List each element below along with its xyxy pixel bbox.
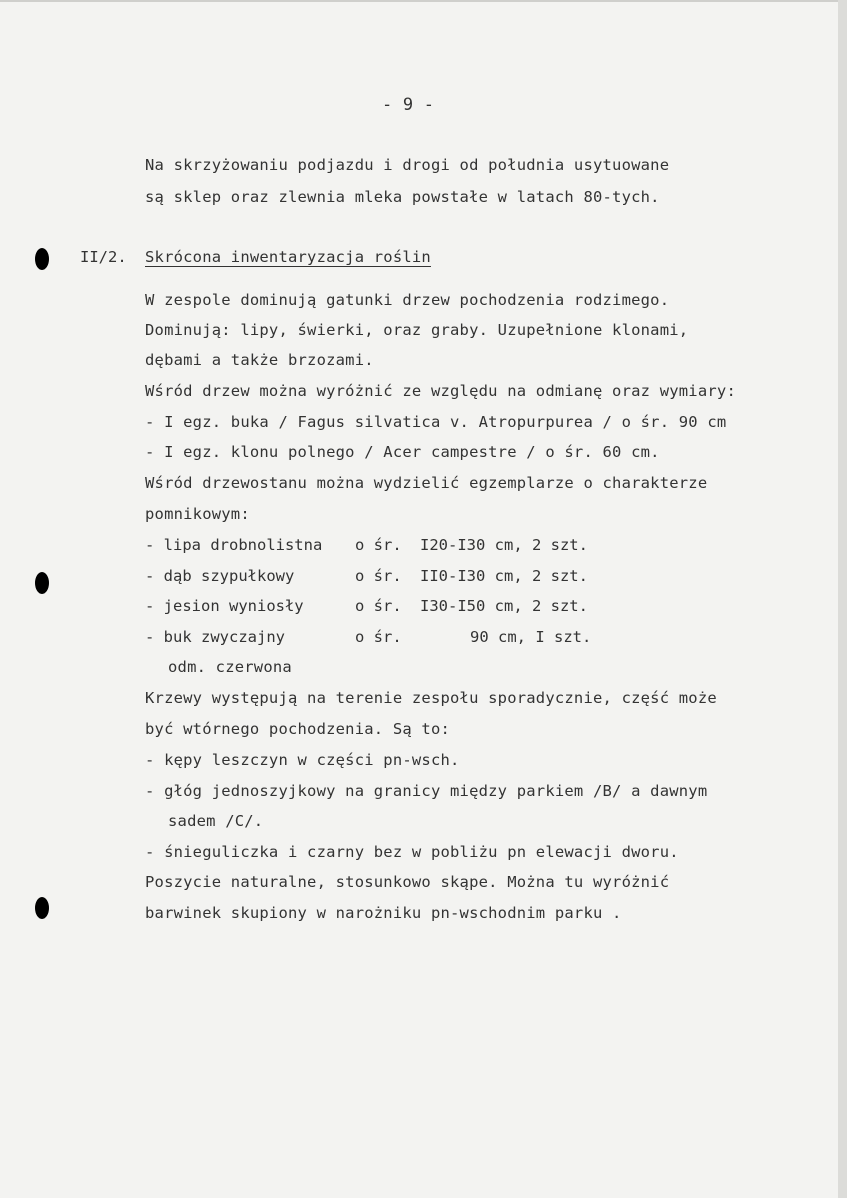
tree-prefix: o śr.: [355, 628, 402, 646]
text-line: barwinek skupiony w narożniku pn-wschodnim parku .: [145, 904, 622, 922]
punch-hole: [35, 248, 49, 270]
text-line: Dominują: lipy, świerki, oraz graby. Uzupełnione klonami,: [145, 321, 689, 339]
tree-name: - dąb szypułkowy: [145, 567, 295, 585]
tree-size: II0-I30 cm, 2 szt.: [420, 567, 588, 585]
punch-hole: [35, 572, 49, 594]
monument-tree-row: [145, 628, 615, 646]
punch-hole: [35, 897, 49, 919]
text-line: sadem /C/.: [168, 812, 264, 830]
text-line: Poszycie naturalne, stosunkowo skąpe. Można tu wyróżnić: [145, 873, 670, 891]
tree-name: - lipa drobnolistna: [145, 536, 323, 554]
text-line: Krzewy występują na terenie zespołu sporadycznie, część może: [145, 689, 717, 707]
page-top-edge: [0, 0, 847, 2]
text-line: - śnieguliczka i czarny bez w pobliżu pn elewacji dworu.: [145, 843, 679, 861]
text-line: dębami a także brzozami.: [145, 351, 374, 369]
text-line: W zespole dominują gatunki drzew pochodzenia rodzimego.: [145, 291, 670, 309]
text-line: - kępy leszczyn w części pn-wsch.: [145, 751, 460, 769]
monument-tree-row: [145, 536, 615, 554]
section-number: II/2.: [80, 248, 127, 266]
tree-name: - jesion wyniosły: [145, 597, 304, 615]
tree-prefix: o śr.: [355, 536, 402, 554]
page-number: - 9 -: [382, 95, 435, 115]
text-line: - I egz. buka / Fagus silvatica v. Atropurpurea / o śr. 90 cm: [145, 413, 727, 431]
text-line: Na skrzyżowaniu podjazdu i drogi od południa usytuowane: [145, 156, 670, 174]
section-title: Skrócona inwentaryzacja roślin: [145, 248, 431, 266]
text-line: Wśród drzew można wyróżnić ze względu na odmianę oraz wymiary:: [145, 382, 736, 400]
text-line: pomnikowym:: [145, 505, 250, 523]
page-right-edge: [838, 0, 847, 1198]
text-line: odm. czerwona: [168, 658, 292, 676]
tree-prefix: o śr.: [355, 597, 402, 615]
text-line: - I egz. klonu polnego / Acer campestre / o śr. 60 cm.: [145, 443, 660, 461]
tree-name: - buk zwyczajny: [145, 628, 285, 646]
tree-size: I30-I50 cm, 2 szt.: [420, 597, 588, 615]
text-line: być wtórnego pochodzenia. Są to:: [145, 720, 451, 738]
monument-tree-row: [145, 597, 615, 615]
tree-size: 90 cm, I szt.: [470, 628, 592, 646]
text-line: są sklep oraz zlewnia mleka powstałe w latach 80-tych.: [145, 188, 660, 206]
text-line: Wśród drzewostanu można wydzielić egzemplarze o charakterze: [145, 474, 708, 492]
monument-tree-row: [145, 567, 615, 585]
text-line: - głóg jednoszyjkowy na granicy między parkiem /B/ a dawnym: [145, 782, 708, 800]
tree-size: I20-I30 cm, 2 szt.: [420, 536, 588, 554]
tree-prefix: o śr.: [355, 567, 402, 585]
